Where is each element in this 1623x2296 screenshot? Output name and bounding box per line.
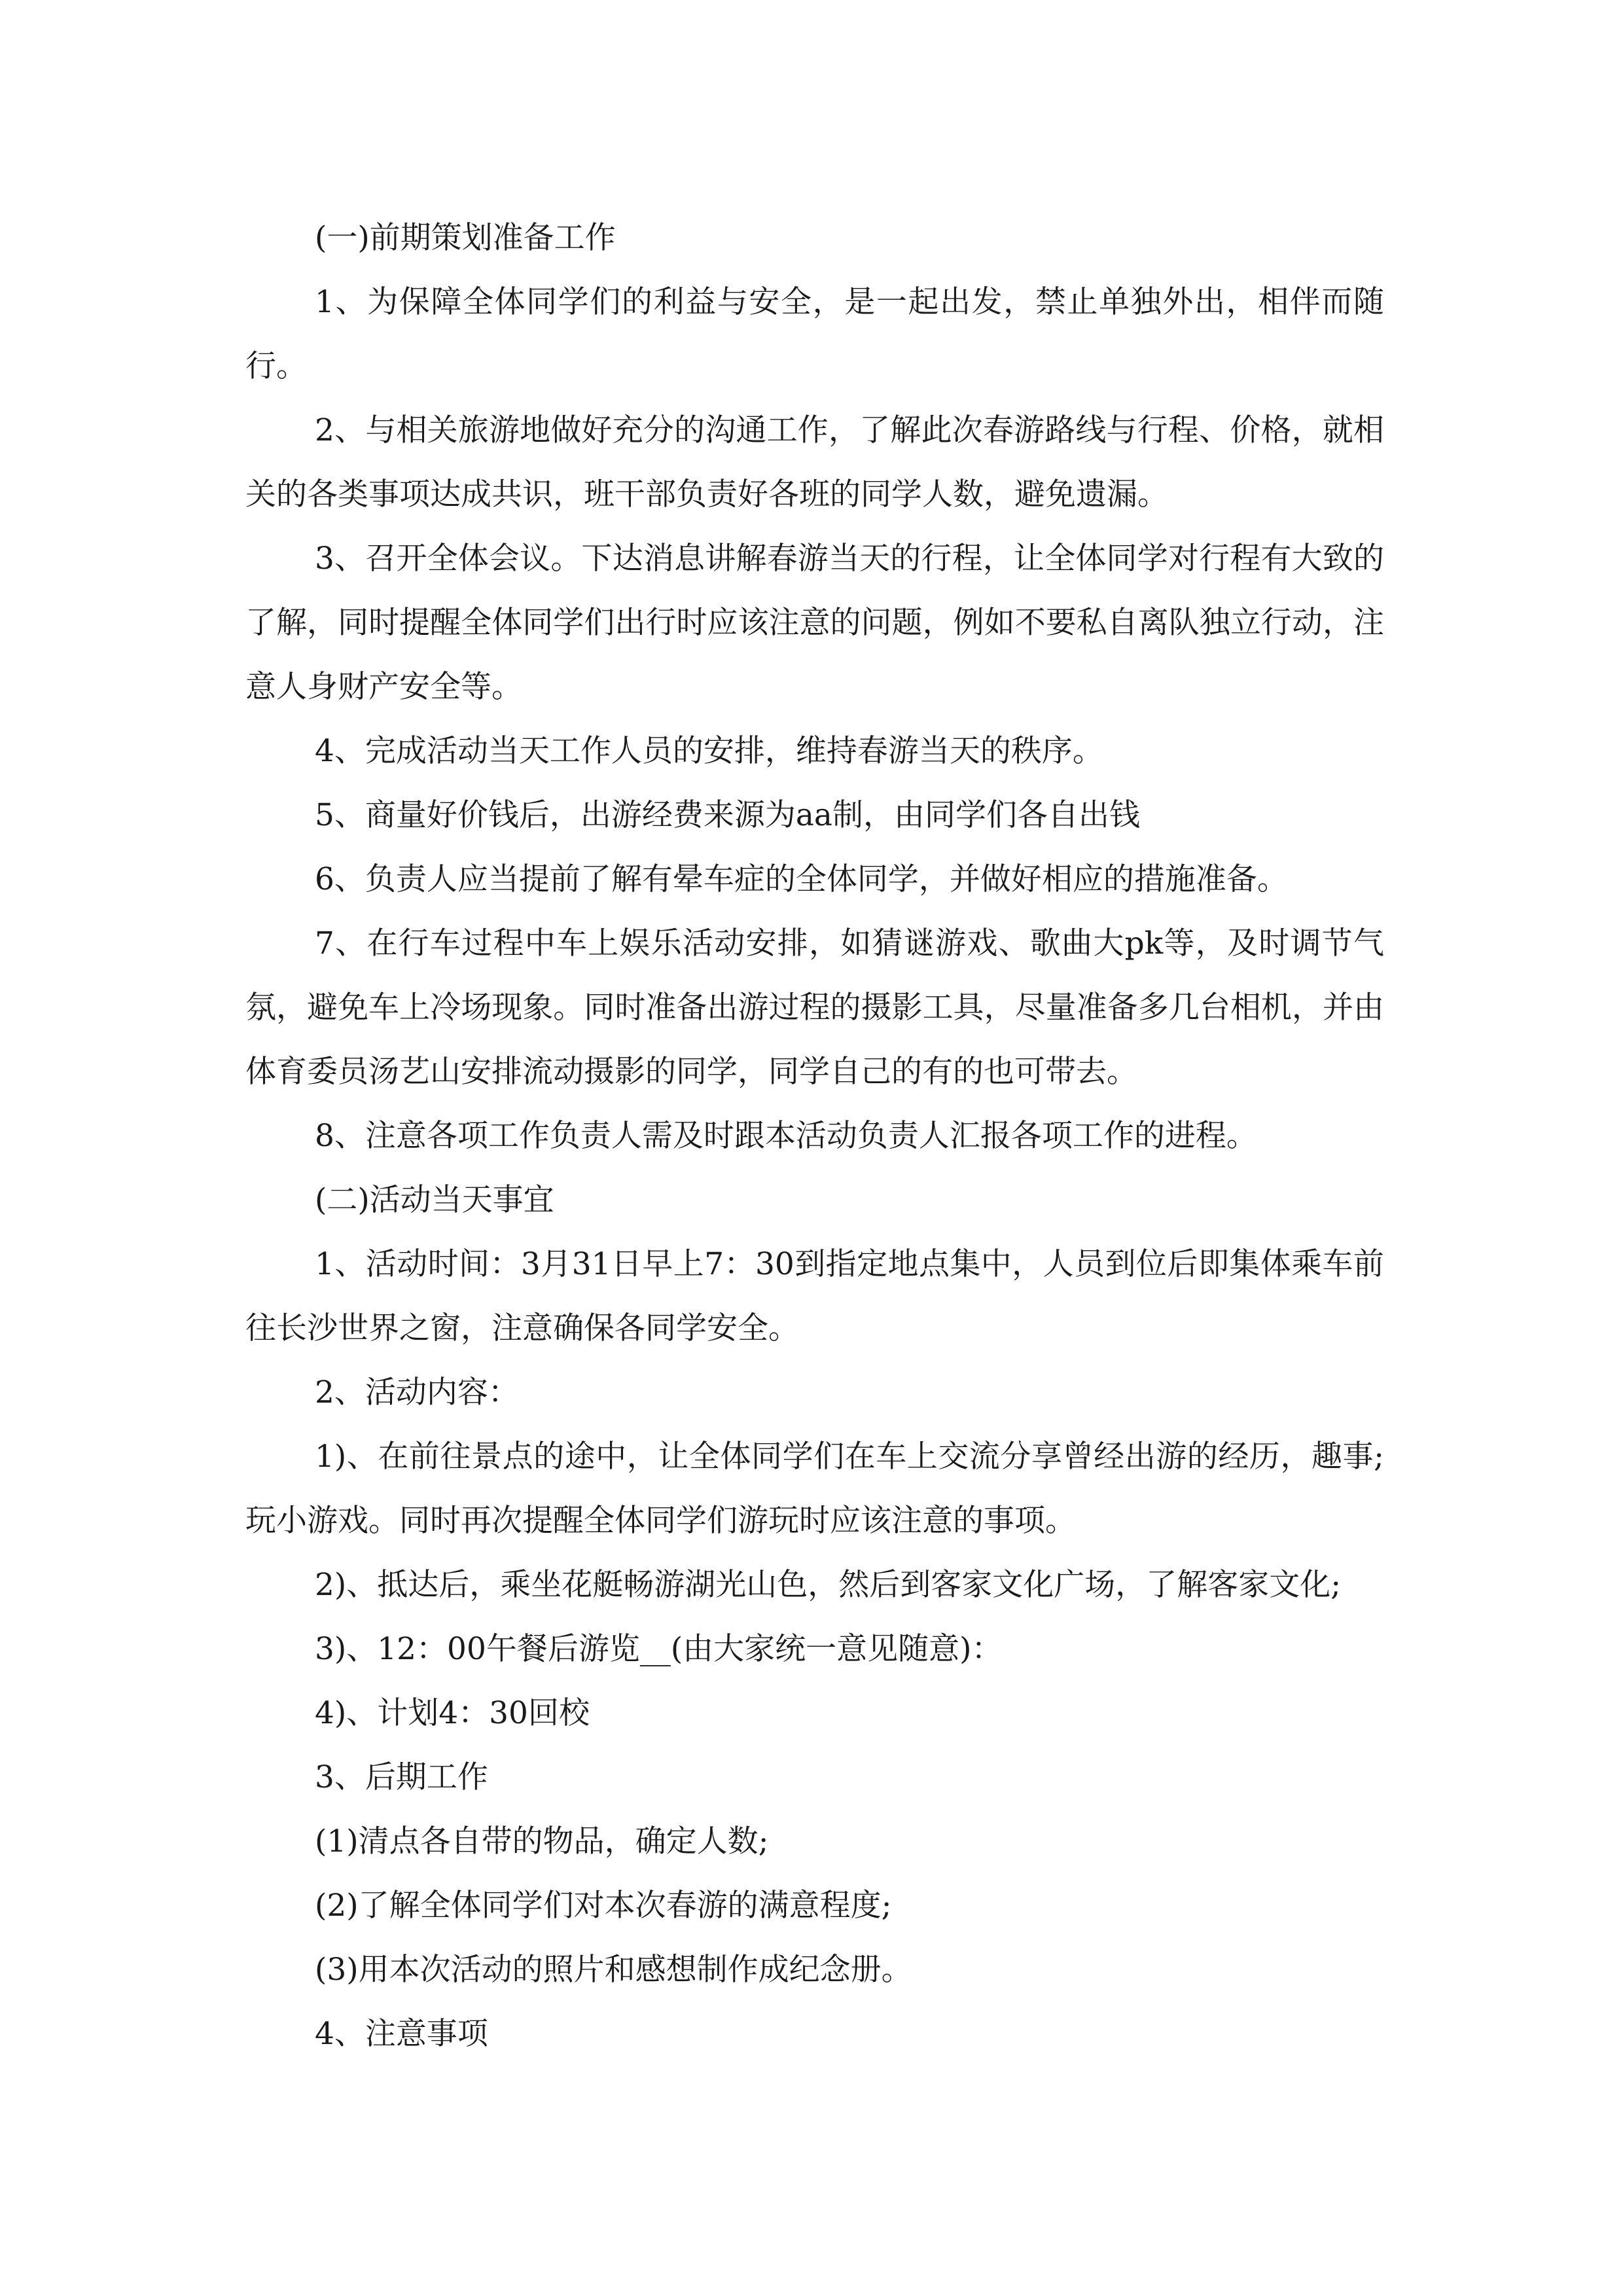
paragraph-activity-content: 2、活动内容：: [315, 1374, 519, 1410]
paragraph-item-2: 2、与相关旅游地做好充分的沟通工作，了解此次春游路线与行程、价格，就相关的各类事项达成共识，班干部负责好各班的同学人数，避免遗漏。: [245, 412, 1384, 512]
section-heading-event-day: (二)活动当天事宜: [315, 1182, 554, 1218]
paragraph-follow-up-3: (3)用本次活动的照片和感想制作成纪念册。: [315, 1952, 912, 1988]
section-heading-preparation: (一)前期策划准备工作: [315, 220, 616, 256]
paragraph-item-7: 7、在行车过程中车上娱乐活动安排，如猜谜游戏、歌曲大pk等，及时调节气氛，避免车上冷场现象。同时准备出游过程的摄影工具，尽量准备多几台相机，并由体育委员汤艺山安排流动摄影的同学，同学自己的有的也可带去。: [245, 925, 1384, 1090]
paragraph-content-1: 1)、在前往景点的途中，让全体同学们在车上交流分享曾经出游的经历，趣事;玩小游戏。同时再次提醒全体同学们游玩时应该注意的事项。: [245, 1439, 1384, 1539]
paragraph-follow-up-1: (1)清点各自带的物品，确定人数;: [315, 1823, 769, 1859]
paragraph-item-8: 8、注意各项工作负责人需及时跟本活动负责人汇报各项工作的进程。: [315, 1118, 1257, 1154]
paragraph-content-4: 4)、计划4：30回校: [315, 1695, 590, 1731]
paragraph-follow-up-heading: 3、后期工作: [315, 1759, 488, 1795]
document-page: [245, 206, 1384, 2066]
paragraph-item-4: 4、完成活动当天工作人员的安排，维持春游当天的秩序。: [315, 733, 1103, 769]
paragraph-item-1: 1、为保障全体同学们的利益与安全，是一起出发，禁止单独外出，相伴而随行。: [245, 284, 1384, 384]
paragraph-item-3: 3、召开全体会议。下达消息讲解春游当天的行程，让全体同学对行程有大致的了解，同时提醒全体同学们出行时应该注意的问题，例如不要私自离队独立行动，注意人身财产安全等。: [245, 541, 1384, 705]
paragraph-content-3: 3)、12：00午餐后游览__(由大家统一意见随意)：: [315, 1631, 1003, 1667]
paragraph-content-2: 2)、抵达后，乘坐花艇畅游湖光山色，然后到客家文化广场，了解客家文化;: [315, 1567, 1342, 1603]
paragraph-item-6: 6、负责人应当提前了解有晕车症的全体同学，并做好相应的措施准备。: [315, 861, 1288, 897]
paragraph-item-5: 5、商量好价钱后，出游经费来源为aa制，由同学们各自出钱: [315, 797, 1140, 833]
paragraph-activity-time: 1、活动时间：3月31日早上7：30到指定地点集中，人员到位后即集体乘车前往长沙世界之窗，注意确保各同学安全。: [245, 1246, 1384, 1346]
paragraph-follow-up-2: (2)了解全体同学们对本次春游的满意程度;: [315, 1888, 892, 1924]
paragraph-notes-heading: 4、注意事项: [315, 2016, 488, 2052]
